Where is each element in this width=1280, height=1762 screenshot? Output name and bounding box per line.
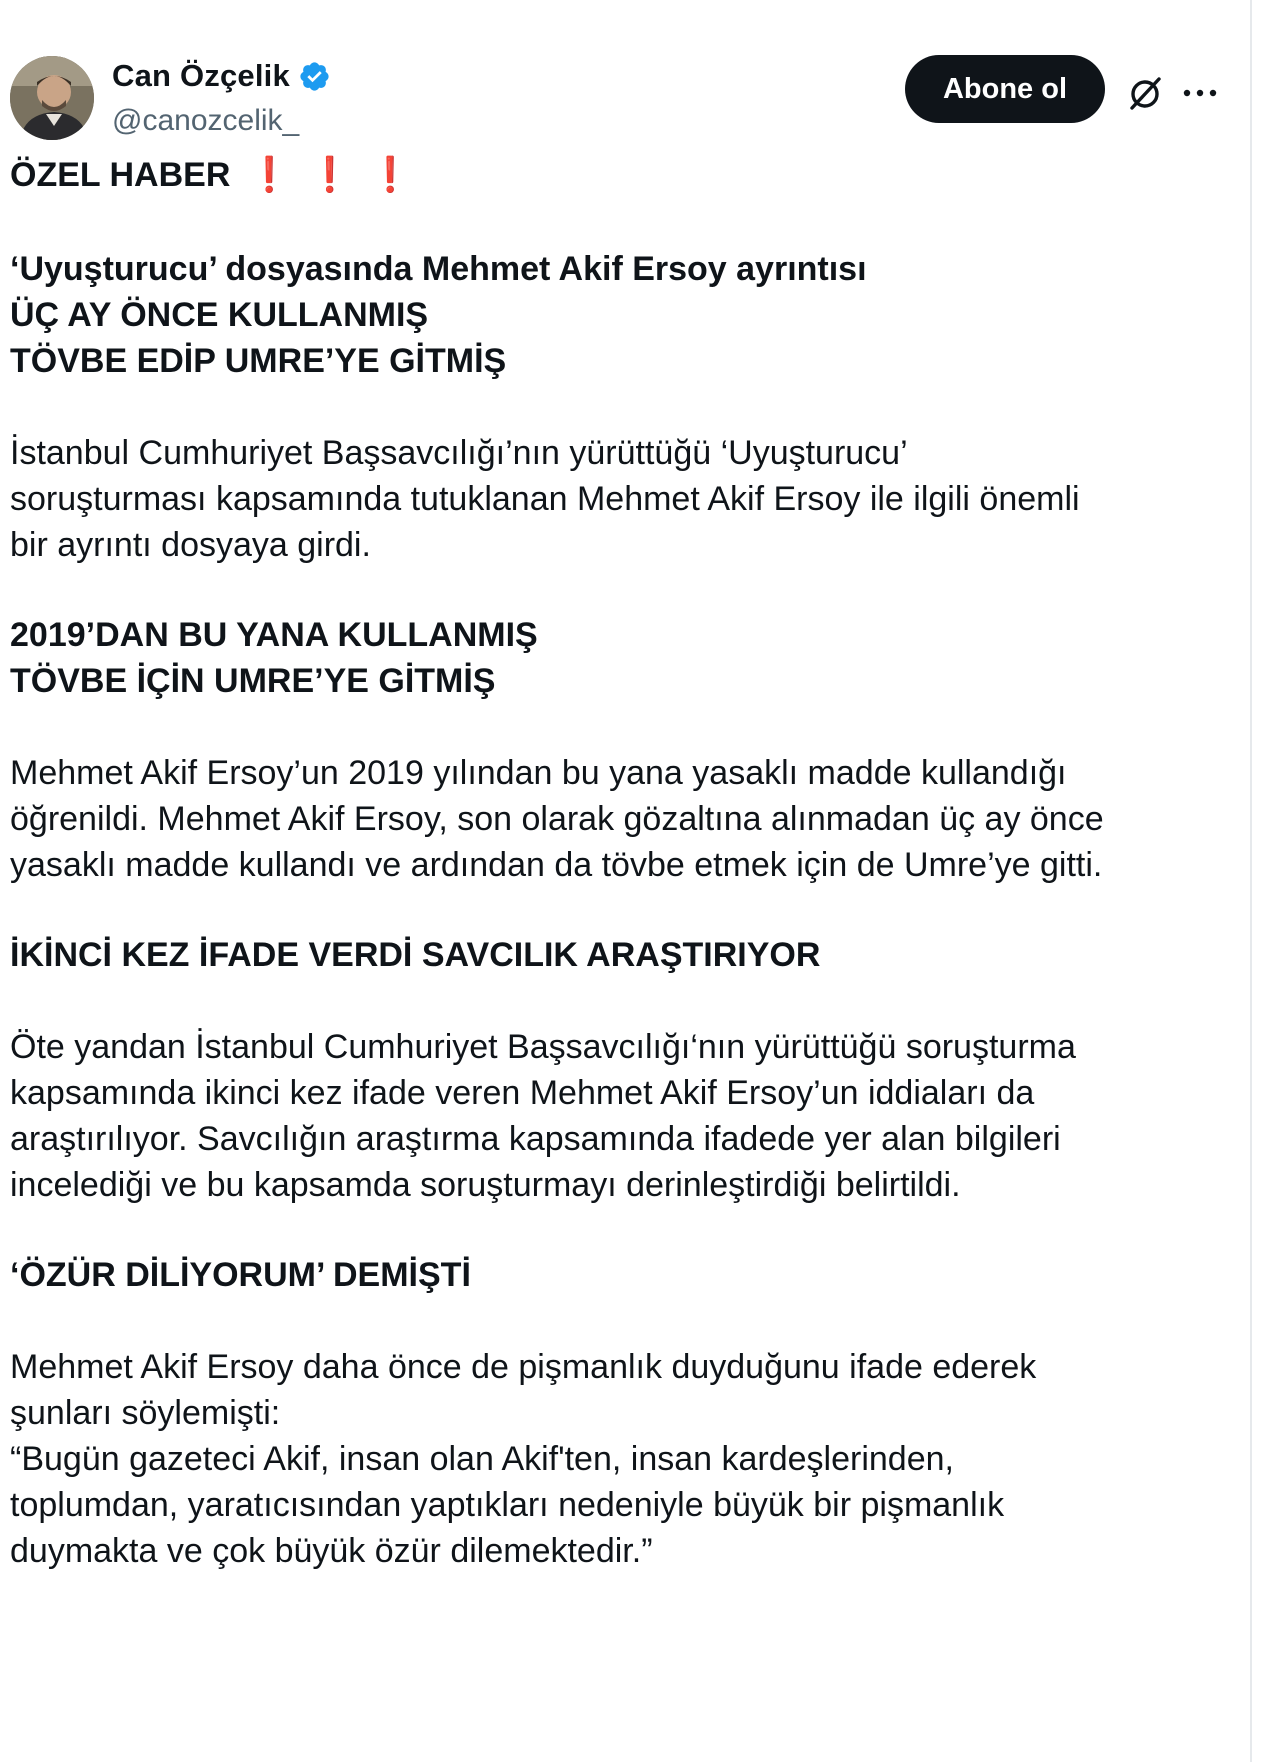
subheading-line: 2019’DAN BU YANA KULLANMIŞ (10, 616, 538, 654)
title-line: ‘Uyuşturucu’ dosyasında Mehmet Akif Ersoy ayrıntısı (10, 250, 867, 288)
exclamation-mark: ❗ (369, 156, 412, 194)
exclamation-mark: ❗ (308, 156, 352, 194)
avatar-photo (10, 56, 94, 140)
title-line: TÖVBE EDİP UMRE’YE GİTMİŞ (10, 342, 507, 380)
paragraph-line: Mehmet Akif Ersoy’un 2019 yılından bu yana yasaklı madde kullandığı (10, 754, 1067, 792)
paragraph-line: araştırılıyor. Savcılığın araştırma kapsamında ifadede yer alan bilgileri (10, 1120, 1061, 1158)
paragraph-line: öğrenildi. Mehmet Akif Ersoy, son olarak gözaltına alınmadan üç ay önce (10, 800, 1104, 838)
quote-line: “Bugün gazeteci Akif, insan olan Akif'ten, insan kardeşlerinden, (10, 1440, 954, 1478)
subheading: ‘ÖZÜR DİLİYORUM’ DEMİŞTİ (10, 1256, 471, 1294)
paragraph-line: Öte yandan İstanbul Cumhuriyet Başsavcılığı‘nın yürüttüğü soruşturma (10, 1028, 1076, 1066)
verified-badge-icon (298, 60, 331, 93)
headline (10, 150, 1242, 201)
subheading: İKİNCİ KEZ İFADE VERDİ SAVCILIK ARAŞTIRIYOR (10, 936, 821, 974)
exclamation-mark: ❗ (248, 156, 291, 194)
paragraph-line: yasaklı madde kullandı ve ardından da tövbe etmek için de Umre’ye gitti. (10, 846, 1103, 884)
quote-line: duymakta ve çok büyük özür dilemektedir.” (10, 1532, 653, 1570)
paragraph-line: İstanbul Cumhuriyet Başsavcılığı’nın yürüttüğü ‘Uyuşturucu’ (10, 434, 908, 472)
paragraph-line: incelediği ve bu kapsamda soruşturmayı derinleştirdiği belirtildi. (10, 1166, 961, 1204)
title-line: ÜÇ AY ÖNCE KULLANMIŞ (10, 296, 429, 334)
more-icon[interactable] (1178, 72, 1222, 114)
timeline-border (1250, 0, 1252, 1762)
avatar[interactable] (10, 56, 94, 140)
grok-icon[interactable] (1124, 72, 1166, 114)
headline-text: ÖZEL HABER (10, 156, 231, 194)
post-header (0, 0, 1250, 150)
quote-line: toplumdan, yaratıcısından yaptıkları nedeniyle büyük bir pişmanlık (10, 1486, 1005, 1524)
author-name[interactable]: Can Özçelik (112, 58, 290, 93)
paragraph-line: şunları söylemişti: (10, 1394, 281, 1432)
paragraph-line: kapsamında ikinci kez ifade veren Mehmet Akif Ersoy’un iddiaları da (10, 1074, 1035, 1112)
paragraph-line: Mehmet Akif Ersoy daha önce de pişmanlık duyduğunu ifade ederek (10, 1348, 1037, 1386)
follow-button[interactable]: Abone ol (905, 55, 1105, 123)
subheading-line: TÖVBE İÇİN UMRE’YE GİTMİŞ (10, 662, 496, 700)
paragraph-line: bir ayrıntı dosyaya girdi. (10, 526, 371, 564)
author-name-row (112, 58, 331, 94)
author-handle[interactable]: @canozcelik_ (112, 104, 300, 137)
paragraph-line: soruşturması kapsamında tutuklanan Mehmet Akif Ersoy ile ilgili önemli (10, 480, 1080, 518)
